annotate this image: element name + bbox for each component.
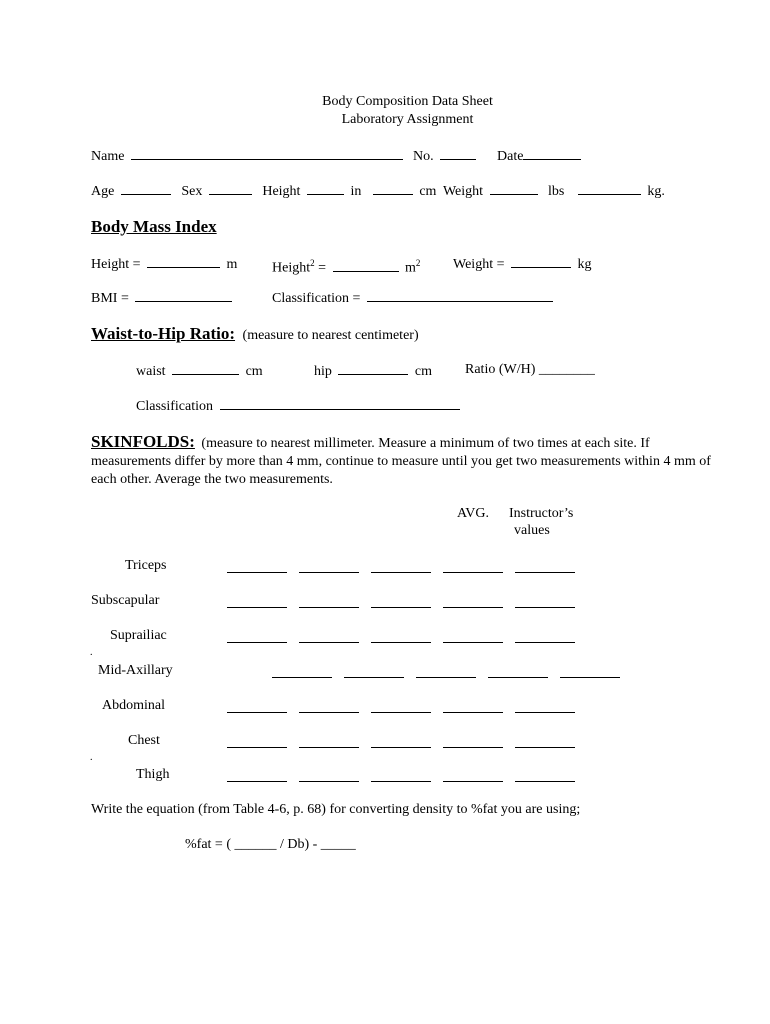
whr-waist-unit: cm: [245, 364, 263, 379]
skinfold-instructor-field[interactable]: [560, 677, 620, 678]
bmi-height-unit: m: [226, 257, 238, 272]
skinfold-row: [0, 663, 770, 681]
height-cm-unit: cm: [419, 184, 437, 199]
skinfold-measurement-field[interactable]: [227, 572, 287, 573]
whr-classification: [136, 397, 463, 415]
skinfold-row: [0, 733, 770, 751]
sex-label: Sex: [181, 184, 203, 199]
no-label: No.: [413, 149, 434, 164]
date-row: [497, 147, 584, 165]
skinfold-avg-field[interactable]: [443, 572, 503, 573]
bmi-height2-sup: 2: [310, 258, 315, 268]
skinfold-measurement-field[interactable]: [227, 607, 287, 608]
bmi-height2-unit: m: [405, 260, 416, 276]
name-label: Name: [91, 149, 125, 164]
skinfold-avg-field[interactable]: [443, 712, 503, 713]
skinfold-site-label: Subscapular: [91, 593, 160, 608]
whr-hip: [314, 362, 432, 380]
weight-kg-field[interactable]: [578, 182, 641, 195]
skinfold-instructor-field[interactable]: [515, 607, 575, 608]
instructor-column-header: Instructor’s: [509, 506, 574, 521]
skinfold-instructor-field[interactable]: [515, 642, 575, 643]
bmi-classification-field[interactable]: [367, 289, 553, 302]
bmi-result: [91, 289, 235, 307]
skinfold-measurement-field[interactable]: [344, 677, 404, 678]
whr-note: (measure to nearest centimeter): [242, 328, 419, 343]
skinfold-row: [0, 593, 770, 611]
instructor-column-header-2: values: [514, 523, 550, 538]
bmi-height2-eq: =: [318, 260, 327, 276]
weight-lbs-unit: lbs: [548, 184, 565, 199]
skinfold-instructor-field[interactable]: [515, 572, 575, 573]
skinfold-site-label: Abdominal: [102, 698, 165, 713]
skinfold-measurement-field[interactable]: [371, 572, 431, 573]
bmi-height-field[interactable]: [147, 255, 220, 268]
skinfold-site-label: Chest: [128, 733, 160, 748]
skinfold-avg-field[interactable]: [443, 607, 503, 608]
skinfold-measurement-field[interactable]: [299, 712, 359, 713]
bmi-height2-label: Height: [272, 260, 311, 276]
skinfolds-intro: [91, 432, 731, 489]
no-field[interactable]: [440, 147, 476, 160]
whr-hip-label: hip: [314, 364, 332, 379]
page-title: Body Composition Data Sheet: [322, 94, 493, 109]
whr-hip-unit: cm: [414, 364, 432, 379]
skinfold-measurement-field[interactable]: [371, 642, 431, 643]
skinfold-site-label: Thigh: [136, 767, 170, 782]
skinfold-row: [0, 698, 770, 716]
sex-field[interactable]: [209, 182, 252, 195]
skinfold-measurement-field[interactable]: [371, 747, 431, 748]
avg-column-header: AVG.: [457, 506, 490, 521]
whr-waist-label: waist: [136, 364, 166, 379]
bmi-heading: Body Mass Index: [91, 217, 217, 236]
skinfold-measurement-field[interactable]: [227, 712, 287, 713]
fat-formula: %fat = ( ______ / Db) - _____: [185, 837, 356, 852]
bmi-label: BMI =: [91, 291, 129, 306]
whr-heading-row: [91, 324, 419, 344]
whr-classification-label: Classification: [136, 399, 213, 414]
bmi-field[interactable]: [135, 289, 232, 302]
whr-ratio: Ratio (W/H) ________: [465, 362, 595, 377]
age-label: Age: [91, 184, 115, 199]
skinfold-measurement-field[interactable]: [371, 712, 431, 713]
bmi-height2-field[interactable]: [333, 259, 399, 272]
date-field[interactable]: [523, 147, 581, 160]
whr-hip-field[interactable]: [338, 362, 408, 375]
page-subtitle: Laboratory Assignment: [341, 112, 474, 127]
no-row: [413, 147, 479, 165]
skinfold-measurement-field[interactable]: [299, 781, 359, 782]
bmi-weight-unit: kg: [577, 257, 592, 272]
skinfold-avg-field[interactable]: [443, 642, 503, 643]
skinfold-measurement-field[interactable]: [371, 607, 431, 608]
skinfold-measurement-field[interactable]: [272, 677, 332, 678]
bmi-height-squared: [272, 255, 420, 277]
skinfold-measurement-field[interactable]: [299, 642, 359, 643]
skinfold-row: [0, 558, 770, 576]
skinfold-measurement-field[interactable]: [227, 642, 287, 643]
name-row: [91, 147, 406, 165]
skinfold-measurement-field[interactable]: [299, 572, 359, 573]
skinfold-avg-field[interactable]: [443, 781, 503, 782]
bmi-height: [91, 255, 237, 273]
bmi-weight-label: Weight =: [453, 257, 505, 272]
bmi-height2-unit-sup: 2: [415, 258, 421, 268]
skinfold-site-label: Suprailiac: [110, 628, 167, 643]
age-field[interactable]: [121, 182, 171, 195]
skinfold-instructor-field[interactable]: [515, 747, 575, 748]
height-label: Height: [262, 184, 301, 199]
skinfold-measurement-field[interactable]: [416, 677, 476, 678]
skinfold-site-label: Mid-Axillary: [98, 663, 173, 678]
whr-waist: [136, 362, 263, 380]
bmi-classification-label: Classification =: [272, 291, 361, 306]
height-in-unit: in: [350, 184, 362, 199]
bmi-classification: [272, 289, 556, 307]
skinfold-instructor-field[interactable]: [515, 712, 575, 713]
equation-prompt: Write the equation (from Table 4-6, p. 68) for converting density to %fat you are using;: [91, 802, 581, 817]
skinfold-avg-field[interactable]: [443, 747, 503, 748]
skinfolds-note: (measure to nearest millimeter. Measure a minimum of two times at each site. If measurements differ by more than 4 mm, continue to measure until you get two measurements within 4 mm of each other. Average the two measurements.: [91, 436, 711, 487]
height-cm-field[interactable]: [373, 182, 413, 195]
bmi-weight-field[interactable]: [511, 255, 571, 268]
date-label: Date: [497, 149, 524, 164]
skinfold-measurement-field[interactable]: [227, 747, 287, 748]
skinfold-site-label: Triceps: [125, 558, 167, 573]
stray-mark: .: [90, 647, 93, 658]
skinfold-measurement-field[interactable]: [299, 607, 359, 608]
weight-lbs-field[interactable]: [490, 182, 538, 195]
height-in-field[interactable]: [307, 182, 344, 195]
whr-classification-field[interactable]: [220, 397, 460, 410]
name-field[interactable]: [131, 147, 403, 160]
bmi-weight: [453, 255, 591, 273]
weight-label: Weight: [442, 184, 484, 199]
skinfolds-heading: SKINFOLDS:: [91, 432, 195, 451]
skinfold-row: [0, 767, 770, 785]
whr-waist-field[interactable]: [172, 362, 239, 375]
whr-heading: Waist-to-Hip Ratio:: [91, 324, 236, 343]
skinfold-instructor-field[interactable]: [515, 781, 575, 782]
weight-kg-unit: kg.: [647, 184, 665, 199]
skinfold-row: [0, 628, 770, 646]
bmi-height-label: Height =: [91, 257, 141, 272]
stray-mark: .: [90, 752, 93, 763]
skinfold-measurement-field[interactable]: [227, 781, 287, 782]
skinfold-measurement-field[interactable]: [299, 747, 359, 748]
skinfold-avg-field[interactable]: [488, 677, 548, 678]
skinfold-measurement-field[interactable]: [371, 781, 431, 782]
demographics-row: [91, 182, 665, 200]
